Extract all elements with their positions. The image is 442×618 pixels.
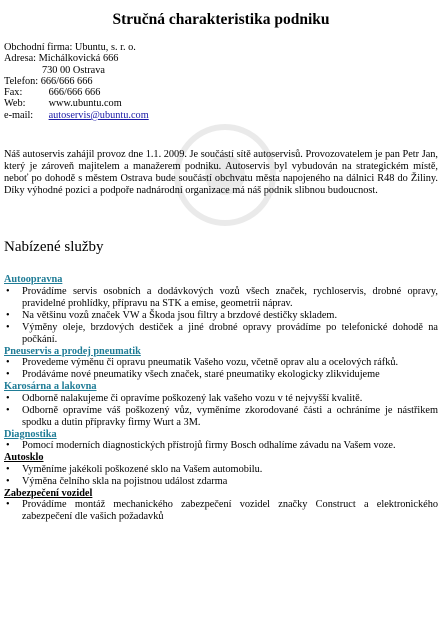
list-item-text: Vyměníme jakékoli poškozené sklo na Vašem automobilu. (22, 463, 263, 475)
bullet-icon: • (6, 440, 10, 451)
web-line (4, 98, 438, 109)
bullet-icon: • (6, 369, 10, 380)
services-list (4, 274, 438, 523)
service-items-autoopravna (4, 286, 438, 346)
list-item-text: Na většinu vozů značek VW a Škoda jsou filtry a brzdové destičky skladem. (22, 309, 338, 321)
fax-value: 666/666 666 (48, 87, 101, 99)
list-item (4, 322, 438, 346)
service-category-karosarna: Karosárna a lakovna (4, 381, 97, 392)
service-category-diagnostika: Diagnostika (4, 428, 57, 440)
list-item (4, 310, 438, 322)
address-street: Michálkovická 666 (38, 53, 119, 65)
list-item-text: Provádíme servis osobních a dodávkových vozů všech značek, rychloservis, drobné opravy, pravidelné prohlídky, přípravu na STK a emise, geometrii náprav. (22, 285, 438, 309)
bullet-icon: • (6, 499, 10, 510)
list-item-text: Výměna čelního skla na pojistnou událost zdarma (22, 475, 228, 487)
service-category-zabezpeceni: Zabezpečení vozidel (4, 487, 93, 499)
address-city: 730 00 Ostrava (42, 64, 105, 76)
document-title: Stručná charakteristika podniku (112, 11, 330, 28)
list-item-text: Provedeme výměnu či opravu pneumatik Vašeho vozu, včetně oprav alu a ocelových ráfků. (22, 357, 399, 368)
list-item-text: Výměny oleje, brzdových destiček a jiné drobné opravy provádíme po telefonické dohodě na počkání. (22, 321, 438, 345)
address-city-line (4, 65, 438, 76)
bullet-icon: • (6, 404, 10, 416)
list-item (4, 476, 438, 488)
address-line (4, 53, 438, 64)
list-item-text: Prodáváme nové pneumatiky všech značek, staré pneumatiky ekologicky zlikvidujeme (22, 369, 380, 380)
fax-line (4, 87, 438, 98)
fax-label: Fax: (4, 87, 23, 99)
list-item (4, 393, 438, 405)
intro-paragraph: Náš autoservis zahájil provoz dne 1.1. 2009. Je součástí sítě autoservisů. Provozovatelem je pan Petr Jan, který je zároveň majitelem a manažerem podniku. Autoservis byl vybudován na strategickém místě, neboť po dohodě s městem Ostrava bude součástí obchvatu města napojeného na dálnici R48 do Žiliny. Díky výhodné pozici a podpoře nadnárodní organizace má náš podnik slibnou budoucnost. (4, 149, 438, 196)
list-item (4, 499, 438, 523)
list-item-text: Odborně opravíme váš poškozený vůz, vyměníme zkorodované části a ochráníme je nástřikem spodku a dutin přípravky firmy Wurt a 3M. (22, 404, 438, 428)
bullet-icon: • (6, 357, 10, 368)
list-item (4, 464, 438, 476)
list-item (4, 357, 438, 369)
list-item-text: Provádíme montáž mechanického zabezpečení vozidel značky Construct a elektronického zabezpečení dle vašich požadavků (22, 499, 438, 522)
address-label: Adresa: (4, 53, 37, 65)
bullet-icon: • (6, 392, 10, 404)
services-heading: Nabízené služby (4, 239, 104, 255)
bullet-icon: • (6, 285, 10, 297)
service-items-diagnostika (4, 440, 438, 452)
bullet-icon: • (6, 309, 10, 321)
service-items-karosarna (4, 393, 438, 429)
bullet-icon: • (6, 475, 10, 487)
service-items-autosklo (4, 464, 438, 488)
service-category-autosklo: Autosklo (4, 452, 44, 463)
bullet-icon: • (6, 463, 10, 475)
list-item (4, 369, 438, 381)
list-item (4, 440, 438, 452)
service-category-autoopravna: Autoopravna (4, 274, 63, 285)
phone-line: Telefon: 666/666 666 (4, 75, 93, 87)
list-item (4, 286, 438, 310)
service-category-pneuservis: Pneuservis a prodej pneumatik (4, 345, 141, 357)
list-item-text: Pomocí moderních diagnostických přístrojů firmy Bosch odhalíme závadu na Vašem voze. (22, 440, 396, 451)
list-item-text: Odborně nalakujeme či opravíme poškozený lak vašeho vozu v té nejvyšší kvalitě. (22, 392, 363, 404)
bullet-icon: • (6, 321, 10, 333)
service-items-pneuservis (4, 357, 438, 381)
contact-block (4, 42, 438, 121)
service-items-zabezpeceni (4, 499, 438, 523)
firm-line: Obchodní firma: Ubuntu, s. r. o. (4, 42, 136, 53)
email-link[interactable]: autoservis@ubuntu.com (48, 109, 149, 121)
web-label: Web: (4, 98, 26, 110)
web-value: www.ubuntu.com (48, 98, 122, 110)
email-line (4, 110, 438, 121)
list-item (4, 405, 438, 429)
email-label: e-mail: (4, 109, 34, 121)
